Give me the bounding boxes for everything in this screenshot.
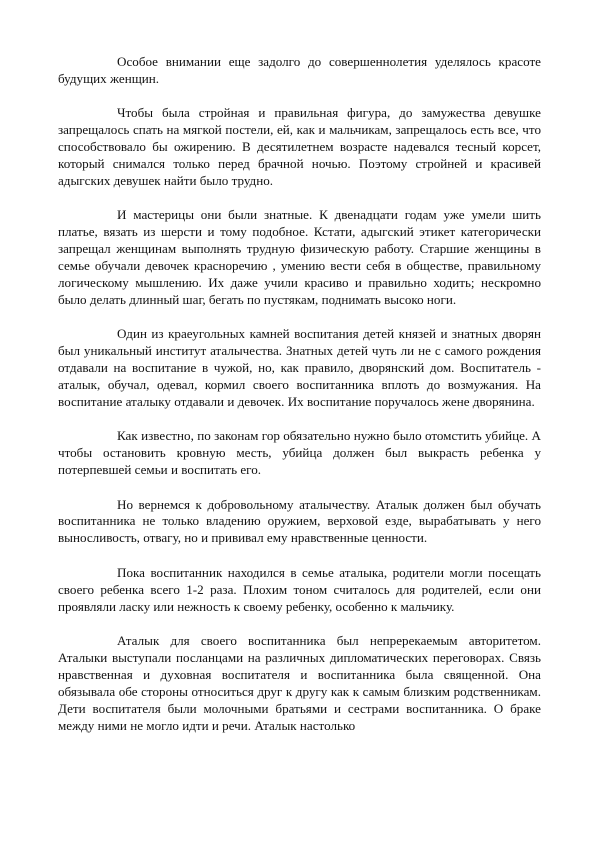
paragraph-7: Пока воспитанник находился в семье аталыка, родители могли посещать своего ребенка всего 1-2 раза. Плохим тоном считалось для родителей, если они проявляли ласку или нежность к своему ребенку, особенно к мальчику. xyxy=(58,564,541,614)
paragraph-5: Как известно, по законам гор обязательно нужно было отомстить убийце. А чтобы остановить кровную месть, убийца должен был выкрасть ребенка у потерпевшей семьи и воспитать его. xyxy=(58,428,541,478)
paragraph-8: Аталык для своего воспитанника был непререкаемым авторитетом. Аталыки выступали посланцами на различных дипломатических переговорах. Связь нравственная и духовная воспитателя и воспитанника была священной. Она обязывала обе стороны относиться друг к другу как к самым близким родственникам. Дети воспитателя были молочными братьями и сестрами воспитанника. О браке между ними не могло идти и речи. Аталык настолько xyxy=(58,632,541,733)
paragraph-2: Чтобы была стройная и правильная фигура, до замужества девушке запрещалось спать на мягкой постели, ей, как и мальчикам, запрещалось есть все, что способствовало бы ожирению. В десятилетнем возрасте надевался тесный корсет, который снимался только перед брачной ночью. Поэтому стройней и красивей адыгских девушек найти было трудно. xyxy=(58,105,541,188)
paragraph-3: И мастерицы они были знатные. К двенадцати годам уже умели шить платье, вязать из шерсти и тому подобное. Кстати, адыгский этикет категорически запрещал женщинам выполнять трудную физическую работу. Старшие женщины в семье обучали девочек красноречию , умению вести себя в обществе, правильному логическому мышлению. Их даже учили красиво и правильно ходить; нескромно было делать длинный шаг, бегать по пустякам, поднимать высоко ноги. xyxy=(58,207,541,307)
paragraph-6: Но вернемся к добровольному аталычеству. Аталык должен был обучать воспитанника не только владению оружием, верховой езде, вырабатывать у него выносливость, отвагу, но и прививал ему нравственные ценности. xyxy=(58,496,541,546)
document-body xyxy=(58,54,541,734)
paragraph-1: Особое внимании еще задолго до совершеннолетия уделялось красоте будущих женщин. xyxy=(58,54,541,86)
paragraph-4: Один из краеугольных камней воспитания детей князей и знатных дворян был уникальный институт аталычества. Знатных детей чуть ли не с самого рождения отдавали на воспитание в чужой, но, как правило, дворянский дом. Воспитатель - аталык, обучал, одевал, кормил своего воспитанника вплоть до возмужания. На воспитание аталыку отдавали и девочек. Их воспитание поручалось жене дворянина. xyxy=(58,326,541,409)
